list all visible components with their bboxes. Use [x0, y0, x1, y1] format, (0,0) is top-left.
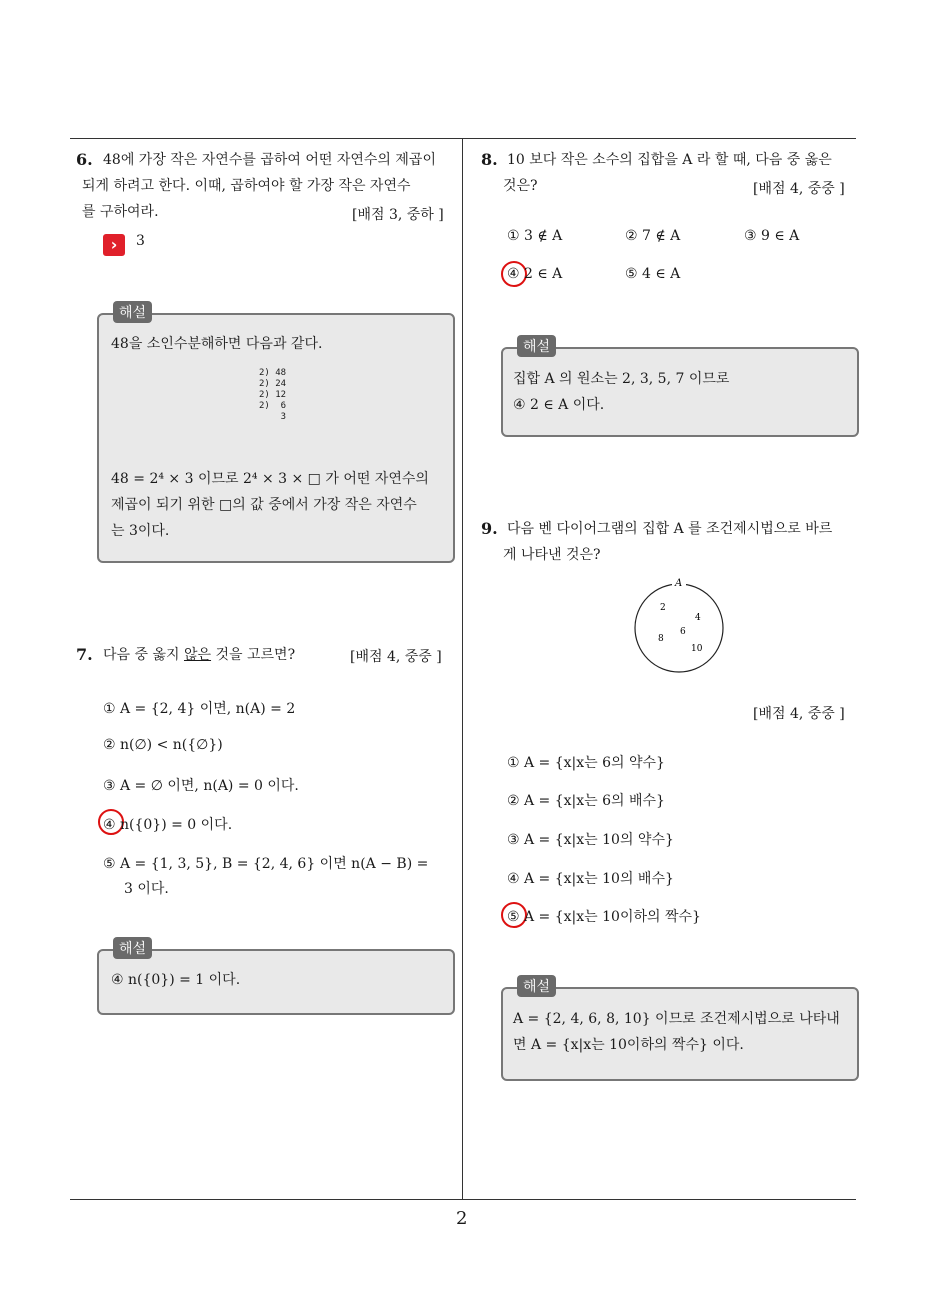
q7-option-2[interactable]: ② n(∅) < n({∅})	[103, 737, 223, 753]
answer-arrow-icon: ›	[103, 234, 125, 256]
q6-answer: 3	[136, 233, 145, 249]
q6-stem-line3: 를 구하여라.	[82, 204, 159, 220]
venn-element: 2	[660, 603, 666, 613]
q9-option-3[interactable]: ③ A = {x|x는 10의 약수}	[507, 832, 674, 848]
q7-explanation-tag: 해설	[113, 937, 152, 959]
venn-set-label: A	[675, 578, 683, 589]
q7-explanation-text: ④ n({0}) = 1 이다.	[111, 972, 241, 988]
q9-stem-line2: 게 나타낸 것은?	[503, 547, 601, 563]
q6-explanation-line1: 48을 소인수분해하면 다음과 같다.	[111, 336, 323, 352]
q9-option-2[interactable]: ② A = {x|x는 6의 배수}	[507, 793, 665, 809]
q8-option-4[interactable]: ④ 2 ∈ A	[507, 266, 563, 282]
q7-stem-a: 다음 중 옳지	[103, 647, 184, 663]
page-number: 2	[456, 1208, 468, 1229]
q8-number: 8.	[481, 150, 498, 169]
q9-explanation-line1: A = {2, 4, 6, 8, 10} 이므로 조건제시법으로 나타내	[513, 1011, 840, 1027]
q7-option-3[interactable]: ③ A = ∅ 이면, n(A) = 0 이다.	[103, 778, 299, 794]
factor-row: 2) 12	[259, 390, 287, 400]
q7-option-4[interactable]: ④ n({0}) = 0 이다.	[103, 817, 233, 833]
q6-explanation-line3: 제곱이 되기 위한 □의 값 중에서 가장 작은 자연수	[111, 497, 417, 513]
column-divider	[462, 138, 463, 1200]
q7-meta: [배점 4, 중중 ]	[350, 649, 442, 665]
q8-stem-line2: 것은?	[503, 178, 538, 194]
q9-explanation-line2: 면 A = {x|x는 10이하의 짝수} 이다.	[513, 1037, 744, 1053]
q6-stem-line1: 48에 가장 작은 자연수를 곱하여 어떤 자연수의 제곱이	[103, 152, 436, 168]
venn-element: 4	[695, 613, 701, 623]
venn-set-circle	[635, 584, 723, 672]
top-rule	[70, 138, 856, 139]
factor-row: 2) 6	[259, 401, 287, 411]
q9-explanation-tag: 해설	[517, 975, 556, 997]
q8-explanation-line1: 집합 A 의 원소는 2, 3, 5, 7 이므로	[513, 371, 730, 387]
q8-meta: [배점 4, 중중 ]	[753, 181, 845, 197]
q9-stem-line1: 다음 벤 다이어그램의 집합 A 를 조건제시법으로 바르	[507, 521, 833, 537]
q9-option-4[interactable]: ④ A = {x|x는 10의 배수}	[507, 871, 674, 887]
venn-element: 10	[691, 644, 703, 654]
q9-option-5[interactable]: ⑤ A = {x|x는 10이하의 짝수}	[507, 909, 701, 925]
q8-option-2[interactable]: ② 7 ∉ A	[625, 228, 681, 244]
q7-number: 7.	[76, 645, 93, 664]
q7-option-5[interactable]: ⑤ A = {1, 3, 5}, B = {2, 4, 6} 이면 n(A − B) =	[103, 856, 429, 872]
q8-explanation-line2: ④ 2 ∈ A 이다.	[513, 397, 605, 413]
q9-number: 9.	[481, 519, 498, 538]
q7-option-5-continued: 3 이다.	[124, 881, 169, 897]
venn-diagram	[628, 575, 730, 677]
factor-row: 3	[259, 412, 287, 422]
q8-explanation-tag: 해설	[517, 335, 556, 357]
q9-meta: [배점 4, 중중 ]	[753, 706, 845, 722]
q6-explanation-tag: 해설	[113, 301, 152, 323]
q8-option-3[interactable]: ③ 9 ∈ A	[744, 228, 800, 244]
q9-option-1[interactable]: ① A = {x|x는 6의 약수}	[507, 755, 665, 771]
q7-stem-underlined: 않은	[183, 647, 212, 663]
q8-option-5[interactable]: ⑤ 4 ∈ A	[625, 266, 681, 282]
q7-stem	[103, 642, 295, 668]
venn-element: 8	[658, 634, 664, 644]
bottom-rule	[70, 1199, 856, 1200]
q6-meta: [배점 3, 중하 ]	[352, 207, 444, 223]
q6-explanation-line2: 48 = 2⁴ × 3 이므로 2⁴ × 3 × □ 가 어떤 자연수의	[111, 471, 429, 487]
q6-number: 6.	[76, 150, 93, 169]
q6-stem-line2: 되게 하려고 한다. 이때, 곱하여야 할 가장 작은 자연수	[82, 178, 411, 194]
q6-factor-table	[259, 368, 286, 423]
q7-stem-b: 것을 고르면?	[211, 647, 296, 663]
q6-explanation-line4: 는 3이다.	[111, 523, 170, 539]
q7-option-1[interactable]: ① A = {2, 4} 이면, n(A) = 2	[103, 701, 296, 717]
q8-stem-line1: 10 보다 작은 소수의 집합을 A 라 할 때, 다음 중 옳은	[507, 152, 832, 168]
factor-row: 2) 48	[259, 368, 287, 378]
factor-row: 2) 24	[259, 379, 287, 389]
q8-option-1[interactable]: ① 3 ∉ A	[507, 228, 563, 244]
venn-element: 6	[680, 627, 686, 637]
